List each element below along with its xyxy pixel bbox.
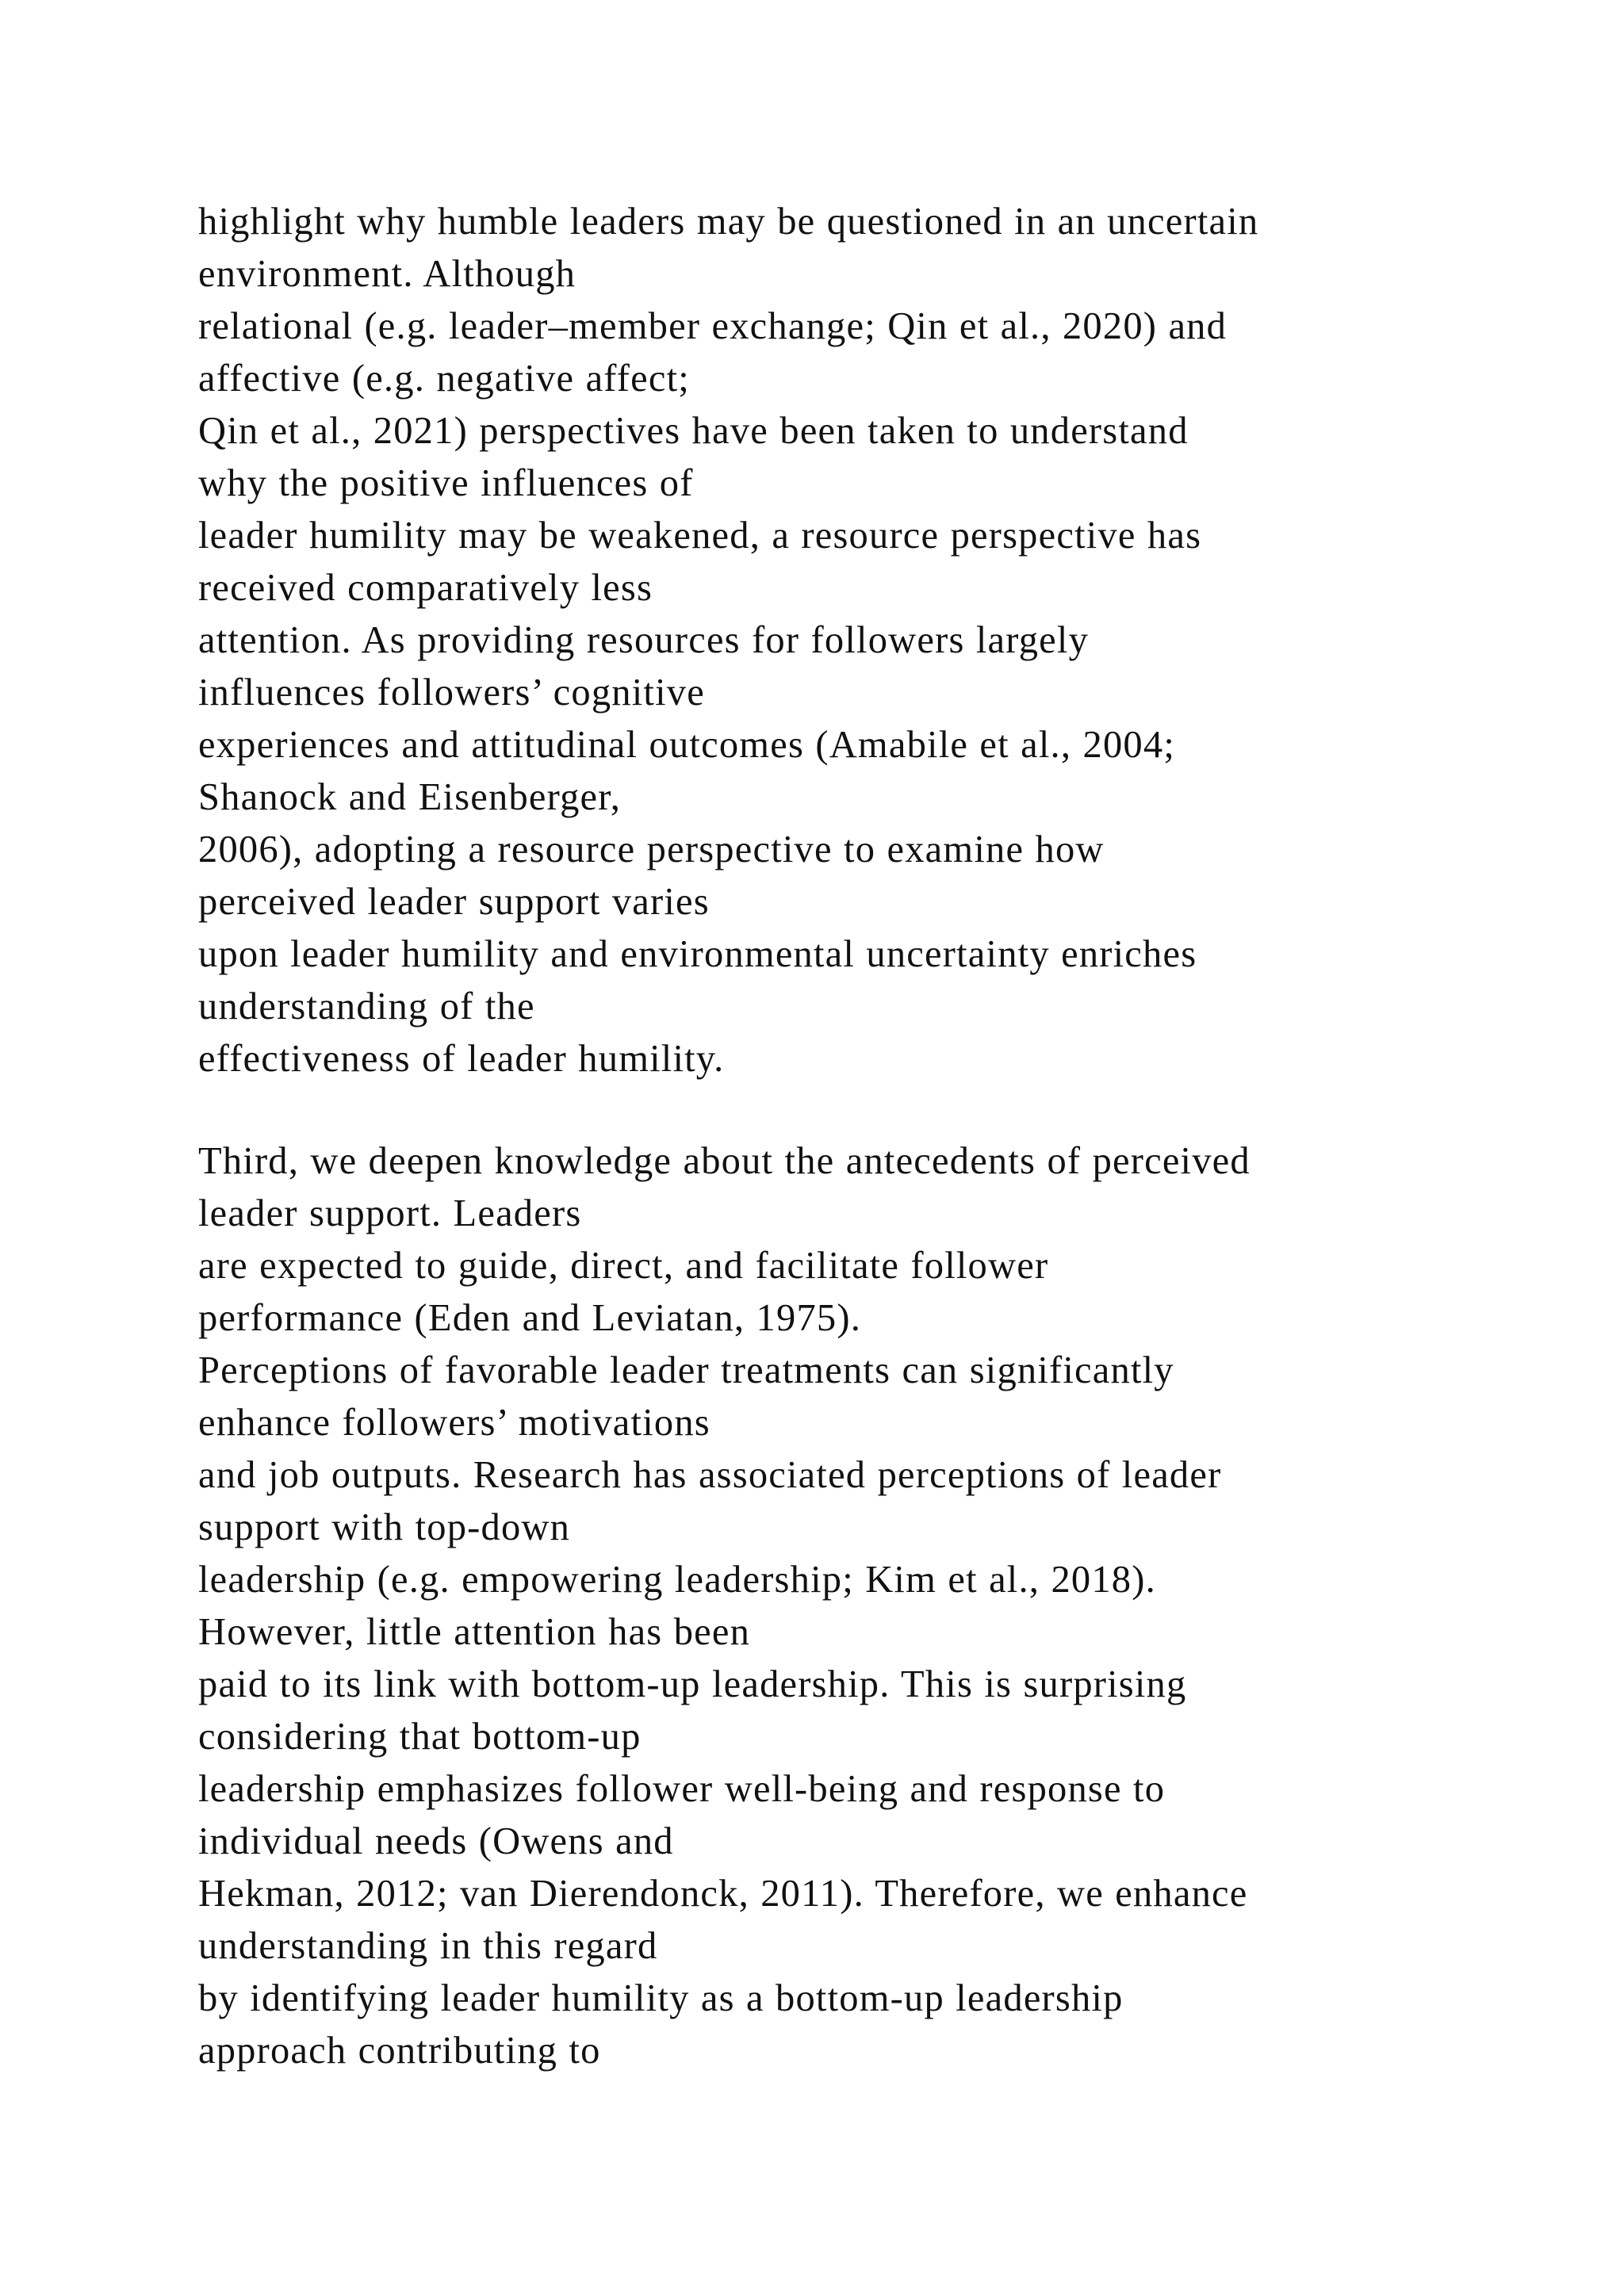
text-line: highlight why humble leaders may be questioned in an uncertain	[198, 201, 1259, 243]
text-line: Perceptions of favorable leader treatments can significantly	[198, 1349, 1174, 1391]
text-line: leadership (e.g. empowering leadership; Kim et al., 2018).	[198, 1559, 1156, 1601]
text-line: by identifying leader humility as a bottom-up leadership	[198, 1977, 1124, 2019]
text-line: why the positive influences of	[198, 462, 694, 504]
text-line: attention. As providing resources for followers largely	[198, 619, 1090, 661]
paragraph-1	[198, 196, 1546, 1085]
text-line: received comparatively less	[198, 567, 653, 609]
text-line: influences followers’ cognitive	[198, 672, 705, 714]
text-line: performance (Eden and Leviatan, 1975).	[198, 1297, 862, 1339]
text-line: perceived leader support varies	[198, 881, 710, 923]
text-line: support with top-down	[198, 1506, 571, 1548]
text-line: Third, we deepen knowledge about the antecedents of perceived	[198, 1140, 1251, 1182]
text-line: enhance followers’ motivations	[198, 1402, 710, 1444]
text-line: understanding of the	[198, 985, 535, 1027]
text-line: upon leader humility and environmental uncertainty enriches	[198, 933, 1197, 975]
text-line: environment. Although	[198, 253, 576, 295]
text-line: Qin et al., 2021) perspectives have been taken to understand	[198, 410, 1189, 452]
text-line: and job outputs. Research has associated perceptions of leader	[198, 1454, 1222, 1496]
text-line: leadership emphasizes follower well-being and response to	[198, 1768, 1166, 1810]
text-line: However, little attention has been	[198, 1611, 751, 1653]
text-line: experiences and attitudinal outcomes (Amabile et al., 2004;	[198, 724, 1175, 766]
text-line: leader humility may be weakened, a resource perspective has	[198, 515, 1202, 557]
paragraph-2	[198, 1135, 1546, 2077]
text-line: are expected to guide, direct, and facilitate follower	[198, 1245, 1049, 1287]
text-line: effectiveness of leader humility.	[198, 1038, 725, 1080]
text-line: Hekman, 2012; van Dierendonck, 2011). Therefore, we enhance	[198, 1873, 1248, 1915]
text-line: affective (e.g. negative affect;	[198, 358, 690, 400]
text-line: 2006), adopting a resource perspective to examine how	[198, 828, 1105, 871]
text-line: individual needs (Owens and	[198, 1820, 674, 1862]
text-line: Shanock and Eisenberger,	[198, 776, 622, 818]
text-line: relational (e.g. leader–member exchange; Qin et al., 2020) and	[198, 305, 1228, 347]
text-line: leader support. Leaders	[198, 1192, 582, 1234]
text-line: approach contributing to	[198, 2030, 601, 2072]
text-line: understanding in this regard	[198, 1925, 658, 1967]
text-line: paid to its link with bottom-up leadership. This is surprising	[198, 1663, 1187, 1705]
text-line: considering that bottom-up	[198, 1716, 642, 1758]
